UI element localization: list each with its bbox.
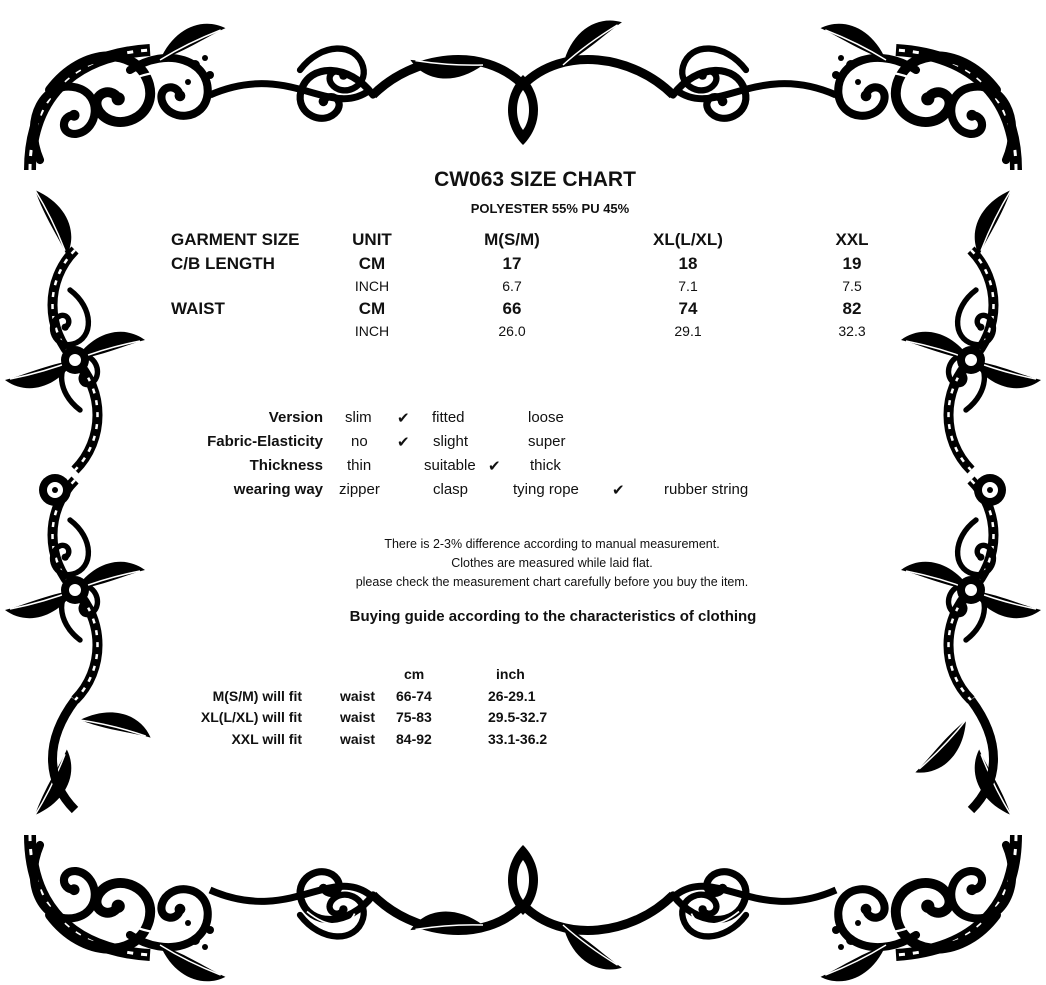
- guide-part: waist: [340, 731, 376, 747]
- table-cell: 7.1: [678, 278, 698, 294]
- attr-label-wearing-way: wearing way: [233, 481, 323, 498]
- attr-label-fabric-elasticity: Fabric-Elasticity: [207, 433, 323, 450]
- guide-header-cm: cm: [404, 666, 425, 682]
- unit-inch: INCH: [354, 323, 390, 339]
- table-cell: 29.1: [674, 323, 702, 339]
- unit-cm: CM: [358, 254, 386, 273]
- attr-option: slight: [433, 433, 469, 450]
- note-line: Clothes are measured while laid flat.: [451, 556, 653, 570]
- unit-inch: INCH: [354, 278, 390, 294]
- attr-option: loose: [528, 409, 564, 426]
- header-size-m: M(S/M): [484, 230, 540, 249]
- buying-guide-title: Buying guide according to the characteristics of clothing: [349, 608, 757, 625]
- header-garment-size: GARMENT SIZE: [171, 230, 300, 249]
- guide-row-label: XL(L/XL) will fit: [200, 709, 302, 725]
- attr-option: slim: [345, 409, 372, 426]
- table-cell: 17: [502, 254, 522, 273]
- table-cell: 7.5: [842, 278, 862, 294]
- check-icon: ✔: [397, 410, 410, 427]
- guide-part: waist: [340, 688, 376, 704]
- attr-option: zipper: [339, 481, 380, 498]
- check-icon: ✔: [397, 434, 410, 451]
- table-cell: 66: [502, 299, 522, 318]
- guide-cm: 84-92: [396, 731, 432, 747]
- row-label-cb-length: C/B LENGTH: [171, 254, 275, 273]
- table-cell: 6.7: [502, 278, 522, 294]
- guide-inch: 26-29.1: [488, 688, 536, 704]
- attr-option: fitted: [432, 409, 465, 426]
- table-cell: 32.3: [838, 323, 866, 339]
- attr-option: clasp: [433, 481, 469, 498]
- guide-cm: 66-74: [396, 688, 432, 704]
- header-unit: UNIT: [352, 230, 392, 249]
- attr-option: thick: [530, 457, 561, 474]
- table-cell: 74: [678, 299, 698, 318]
- guide-row-label: XXL will fit: [231, 731, 302, 747]
- guide-inch: 29.5-32.7: [488, 709, 548, 725]
- row-label-waist: WAIST: [171, 299, 225, 318]
- attr-label-thickness: Thickness: [249, 457, 323, 474]
- table-cell: 26.0: [498, 323, 526, 339]
- attr-option: rubber string: [664, 481, 749, 498]
- guide-row-label: M(S/M) will fit: [212, 688, 302, 704]
- guide-inch: 33.1-36.2: [488, 731, 548, 747]
- table-cell: 82: [842, 299, 862, 318]
- check-icon: ✔: [488, 458, 501, 475]
- material-composition: POLYESTER 55% PU 45%: [470, 201, 630, 216]
- table-cell: 19: [842, 254, 862, 273]
- guide-cm: 75-83: [396, 709, 432, 725]
- guide-part: waist: [340, 709, 376, 725]
- attr-label-version: Version: [268, 409, 323, 426]
- header-size-xl: XL(L/XL): [653, 230, 723, 249]
- header-size-xxl: XXL: [835, 230, 869, 249]
- chart-title: CW063 SIZE CHART: [434, 168, 636, 191]
- note-line: please check the measurement chart carefully before you buy the item.: [355, 575, 749, 589]
- guide-header-inch: inch: [496, 666, 525, 682]
- check-icon: ✔: [612, 482, 625, 499]
- note-line: There is 2-3% difference according to manual measurement.: [384, 537, 720, 551]
- attr-option: super: [528, 433, 566, 450]
- table-cell: 18: [678, 254, 698, 273]
- attr-option: thin: [347, 457, 372, 474]
- attr-option: no: [351, 433, 368, 450]
- attr-option: suitable: [424, 457, 476, 474]
- attr-option: tying rope: [513, 481, 579, 498]
- unit-cm: CM: [358, 299, 386, 318]
